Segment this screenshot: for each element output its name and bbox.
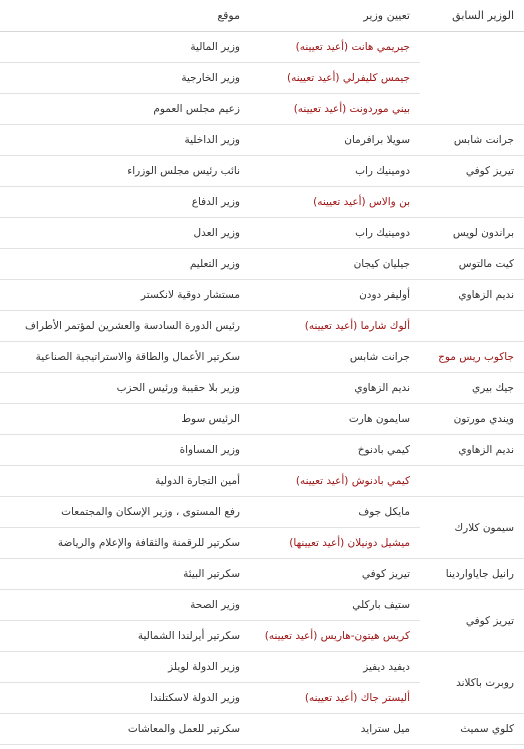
position-cell: سكرتير للرقمنة والثقافة والإعلام والرياضة bbox=[0, 528, 250, 559]
position-cell: وزير الدولة لويلز bbox=[0, 652, 250, 683]
appointee-cell[interactable]: كريس هيتون-هاريس (أعيد تعيينه) bbox=[250, 621, 420, 652]
previous-minister-cell: سيمون كلارك bbox=[420, 497, 524, 559]
appointee-cell[interactable]: ميشيل دونيلان (أعيد تعيينها) bbox=[250, 528, 420, 559]
position-cell: وزير التعليم bbox=[0, 249, 250, 280]
appointee-cell: نديم الزهاوي bbox=[250, 373, 420, 404]
appointee-cell[interactable]: كيمي بادنوش (أعيد تعيينه) bbox=[250, 466, 420, 497]
position-cell: سكرتير أيرلندا الشمالية bbox=[0, 621, 250, 652]
previous-minister-cell bbox=[420, 32, 524, 125]
previous-minister-cell: ويندي مورتون bbox=[420, 404, 524, 435]
position-cell: وزير المالية bbox=[0, 32, 250, 63]
appointee-cell[interactable]: بيني موردونت (أعيد تعيينه) bbox=[250, 94, 420, 125]
position-cell: وزير الداخلية bbox=[0, 125, 250, 156]
table-body bbox=[0, 32, 524, 745]
table-row bbox=[0, 497, 524, 528]
header-position: موقع bbox=[0, 0, 250, 32]
appointee-cell: جيليان كيجان bbox=[250, 249, 420, 280]
table-row bbox=[0, 311, 524, 342]
position-cell: وزير العدل bbox=[0, 218, 250, 249]
appointee-cell: سويلا برافرمان bbox=[250, 125, 420, 156]
table-row bbox=[0, 714, 524, 745]
table-row bbox=[0, 342, 524, 373]
position-cell: وزير الدفاع bbox=[0, 187, 250, 218]
appointee-cell: ديفيد ديفيز bbox=[250, 652, 420, 683]
table-row bbox=[0, 249, 524, 280]
appointee-cell: جرانت شابس bbox=[250, 342, 420, 373]
position-cell: رفع المستوى ، وزير الإسكان والمجتمعات bbox=[0, 497, 250, 528]
table-row bbox=[0, 125, 524, 156]
table-row bbox=[0, 280, 524, 311]
previous-minister-cell: نديم الزهاوي bbox=[420, 435, 524, 466]
previous-minister-cell: رانيل جاياواردينا bbox=[420, 559, 524, 590]
previous-minister-cell: براندون لويس bbox=[420, 218, 524, 249]
appointee-cell: مايكل جوف bbox=[250, 497, 420, 528]
appointee-cell: تيريز كوفي bbox=[250, 559, 420, 590]
appointee-cell[interactable]: بن والاس (أعيد تعيينه) bbox=[250, 187, 420, 218]
table-row bbox=[0, 559, 524, 590]
position-cell: نائب رئيس مجلس الوزراء bbox=[0, 156, 250, 187]
position-cell: سكرتير البيئة bbox=[0, 559, 250, 590]
appointee-cell[interactable]: جيمس كليفرلي (أعيد تعيينه) bbox=[250, 63, 420, 94]
table-row bbox=[0, 32, 524, 63]
header-row bbox=[0, 0, 524, 32]
table-row bbox=[0, 590, 524, 621]
position-cell: رئيس الدورة السادسة والعشرين لمؤتمر الأطراف bbox=[0, 311, 250, 342]
previous-minister-cell bbox=[420, 311, 524, 342]
position-cell: وزير بلا حقيبة ورئيس الحزب bbox=[0, 373, 250, 404]
table-row bbox=[0, 156, 524, 187]
appointee-cell[interactable]: جيريمي هانت (أعيد تعيينه) bbox=[250, 32, 420, 63]
table-row bbox=[0, 373, 524, 404]
position-cell: وزير الدولة لاسكتلندا bbox=[0, 683, 250, 714]
previous-minister-cell: روبرت باكلاند bbox=[420, 652, 524, 714]
previous-minister-cell: كيت مالتوس bbox=[420, 249, 524, 280]
previous-minister-cell: جاكوب ريس موج bbox=[420, 342, 524, 373]
position-cell: سكرتير للعمل والمعاشات bbox=[0, 714, 250, 745]
appointee-cell: ميل سترايد bbox=[250, 714, 420, 745]
table-row bbox=[0, 466, 524, 497]
previous-minister-cell: نديم الزهاوي bbox=[420, 280, 524, 311]
position-cell: وزير الصحة bbox=[0, 590, 250, 621]
position-cell: وزير المساواة bbox=[0, 435, 250, 466]
position-cell: سكرتير الأعمال والطاقة والاستراتيجية الصناعية bbox=[0, 342, 250, 373]
appointee-cell: ستيف باركلي bbox=[250, 590, 420, 621]
appointee-cell: دومينيك راب bbox=[250, 218, 420, 249]
header-previous-minister: الوزير السابق bbox=[420, 0, 524, 32]
previous-minister-cell bbox=[420, 466, 524, 497]
position-cell: وزير الخارجية bbox=[0, 63, 250, 94]
previous-minister-cell bbox=[420, 187, 524, 218]
position-cell: زعيم مجلس العموم bbox=[0, 94, 250, 125]
table-row bbox=[0, 652, 524, 683]
position-cell: الرئيس سوط bbox=[0, 404, 250, 435]
position-cell: مستشار دوقية لانكستر bbox=[0, 280, 250, 311]
previous-minister-cell: تيريز كوفي bbox=[420, 156, 524, 187]
previous-minister-cell: كلوي سميث bbox=[420, 714, 524, 745]
appointee-cell: كيمي بادنوخ bbox=[250, 435, 420, 466]
header-appointed-minister: تعيين وزير bbox=[250, 0, 420, 32]
appointee-cell[interactable]: ألوك شارما (أعيد تعيينه) bbox=[250, 311, 420, 342]
appointee-cell: سايمون هارت bbox=[250, 404, 420, 435]
position-cell: أمين التجارة الدولية bbox=[0, 466, 250, 497]
previous-minister-cell: جرانت شابس bbox=[420, 125, 524, 156]
table-row bbox=[0, 435, 524, 466]
previous-minister-cell: تيريز كوفي bbox=[420, 590, 524, 652]
appointee-cell: أوليفر دودن bbox=[250, 280, 420, 311]
table-row bbox=[0, 187, 524, 218]
appointee-cell: دومينيك راب bbox=[250, 156, 420, 187]
appointee-cell[interactable]: أليستر جاك (أعيد تعيينه) bbox=[250, 683, 420, 714]
table-row bbox=[0, 218, 524, 249]
previous-minister-cell: جيك بيري bbox=[420, 373, 524, 404]
table-row bbox=[0, 404, 524, 435]
